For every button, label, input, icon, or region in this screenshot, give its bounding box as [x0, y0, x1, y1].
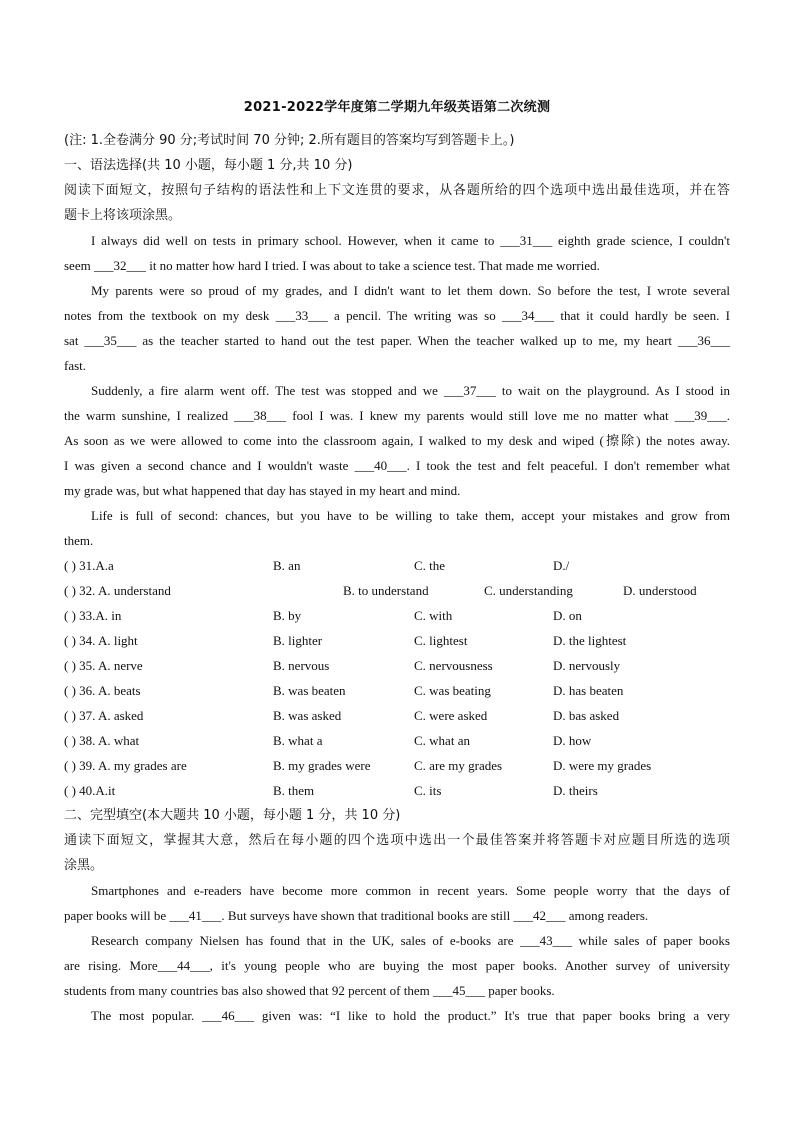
option-b: B. by [273, 608, 302, 623]
option-d: D. understood [623, 583, 697, 598]
question-number-31: ( ) 31.A.a [64, 558, 114, 573]
passage-line: paper books will be ___41___. But surveys have shown that traditional books are still ___42___ among readers. [64, 908, 649, 923]
passage-line: sat ___35___ as the teacher started to hand out the test paper. When the teacher walked up to me, my heart ___36___ [64, 333, 730, 348]
page-title: 2021-2022学年度第二学期九年级英语第二次统测 [243, 100, 551, 115]
option-b: B. was beaten [273, 683, 346, 698]
option-d: D. were my grades [553, 758, 652, 773]
option-c: C. lightest [414, 633, 468, 648]
option-c: C. was beating [414, 683, 491, 698]
passage-line: the warm sunshine, I realized ___38___ fool I was. I knew my parents would still love me no matter what ___39___. [64, 408, 730, 423]
question-number-35: ( ) 35. A. nerve [64, 658, 143, 673]
question-number-32: ( ) 32. A. understand [64, 583, 171, 598]
question-number-37: ( ) 37. A. asked [64, 708, 144, 723]
option-b: B. was asked [273, 708, 342, 723]
passage-line: As soon as we were allowed to come into the classroom again, I walked to my desk and wiped (擦除) the notes away. [64, 433, 730, 448]
passage-line: The most popular. ___46___ given was: “I like to hold the product.” It's true that paper books bring a very [91, 1008, 730, 1023]
passage-line: my grade was, but what happened that day has stayed in my heart and mind. [64, 483, 461, 498]
option-c: C. understanding [484, 583, 573, 598]
passage-line: Research company Nielsen has found that in the UK, sales of e-books are ___43___ while sales of paper books [91, 933, 730, 948]
passage-line: Life is full of second: chances, but you have to be willing to take them, accept your mistakes and grow from [91, 508, 730, 523]
section-instructions: 题卡上将该项涂黑。 [64, 208, 182, 223]
question-number-40: ( ) 40.A.it [64, 783, 116, 798]
exam-note: (注: 1.全卷满分 90 分;考试时间 70 分钟; 2.所有题目的答案均写到答题卡上。) [64, 133, 515, 148]
option-b: B. an [273, 558, 301, 573]
passage-line: seem ___32___ it no matter how hard I tried. I was about to take a science test. That made me worried. [64, 258, 600, 273]
passage-line: Suddenly, a fire alarm went off. The test was stopped and we ___37___ to wait on the playground. As I stood in [91, 383, 730, 398]
option-c: C. with [414, 608, 453, 623]
passage-line: fast. [64, 358, 87, 373]
option-c: C. the [414, 558, 446, 573]
option-b: B. what a [273, 733, 323, 748]
question-number-39: ( ) 39. A. my grades are [64, 758, 187, 773]
question-number-33: ( ) 33.A. in [64, 608, 122, 623]
option-d: D. how [553, 733, 592, 748]
option-c: C. were asked [414, 708, 488, 723]
passage-line: My parents were so proud of my grades, and I didn't want to let them down. So before the test, I wrote several [91, 283, 730, 298]
option-c: C. are my grades [414, 758, 503, 773]
question-number-34: ( ) 34. A. light [64, 633, 138, 648]
option-b: B. lighter [273, 633, 323, 648]
option-d: D. has beaten [553, 683, 624, 698]
option-d: D. theirs [553, 783, 598, 798]
option-d: D. nervously [553, 658, 621, 673]
passage-line: I always did well on tests in primary school. However, when it came to ___31___ eighth grade science, I couldn't [91, 233, 730, 248]
option-d: D. on [553, 608, 582, 623]
option-c: C. nervousness [414, 658, 493, 673]
section-heading-grammar: 一、语法选择(共 10 小题，每小题 1 分,共 10 分) [64, 158, 353, 173]
passage-line: I was given a second chance and I wouldn't waste ___40___. I took the test and felt peaceful. I don't remember what [64, 458, 730, 473]
option-b: B. them [273, 783, 315, 798]
section-instructions: 通读下面短文，掌握其大意，然后在每小题的四个选项中选出一个最佳答案并将答题卡对应题目所选的选项 [64, 833, 730, 848]
option-d: D./ [553, 558, 570, 573]
question-number-36: ( ) 36. A. beats [64, 683, 141, 698]
question-number-38: ( ) 38. A. what [64, 733, 140, 748]
section-instructions: 涂黑。 [64, 858, 104, 873]
passage-line: them. [64, 533, 94, 548]
option-b: B. to understand [343, 583, 429, 598]
option-d: D. bas asked [553, 708, 620, 723]
passage-line: students from many countries bas also showed that 92 percent of them ___45___ paper books. [64, 983, 555, 998]
passage-line: are rising. More___44___, it's young people who are buying the most paper books. Another survey of university [64, 958, 730, 973]
section-heading-cloze: 二、完型填空(本大题共 10 小题，每小题 1 分，共 10 分) [64, 808, 401, 823]
option-d: D. the lightest [553, 633, 627, 648]
passage-line: notes from the textbook on my desk ___33___ a pencil. The writing was so ___34___ that it could hardly be seen. I [64, 308, 730, 323]
option-c: C. what an [414, 733, 470, 748]
option-c: C. its [414, 783, 442, 798]
section-instructions: 阅读下面短文，按照句子结构的语法性和上下文连贯的要求，从各题所给的四个选项中选出最佳选项，并在答 [64, 183, 730, 198]
option-b: B. nervous [273, 658, 330, 673]
option-b: B. my grades were [273, 758, 371, 773]
passage-line: Smartphones and e-readers have become more common in recent years. Some people worry that the days of [91, 883, 730, 898]
